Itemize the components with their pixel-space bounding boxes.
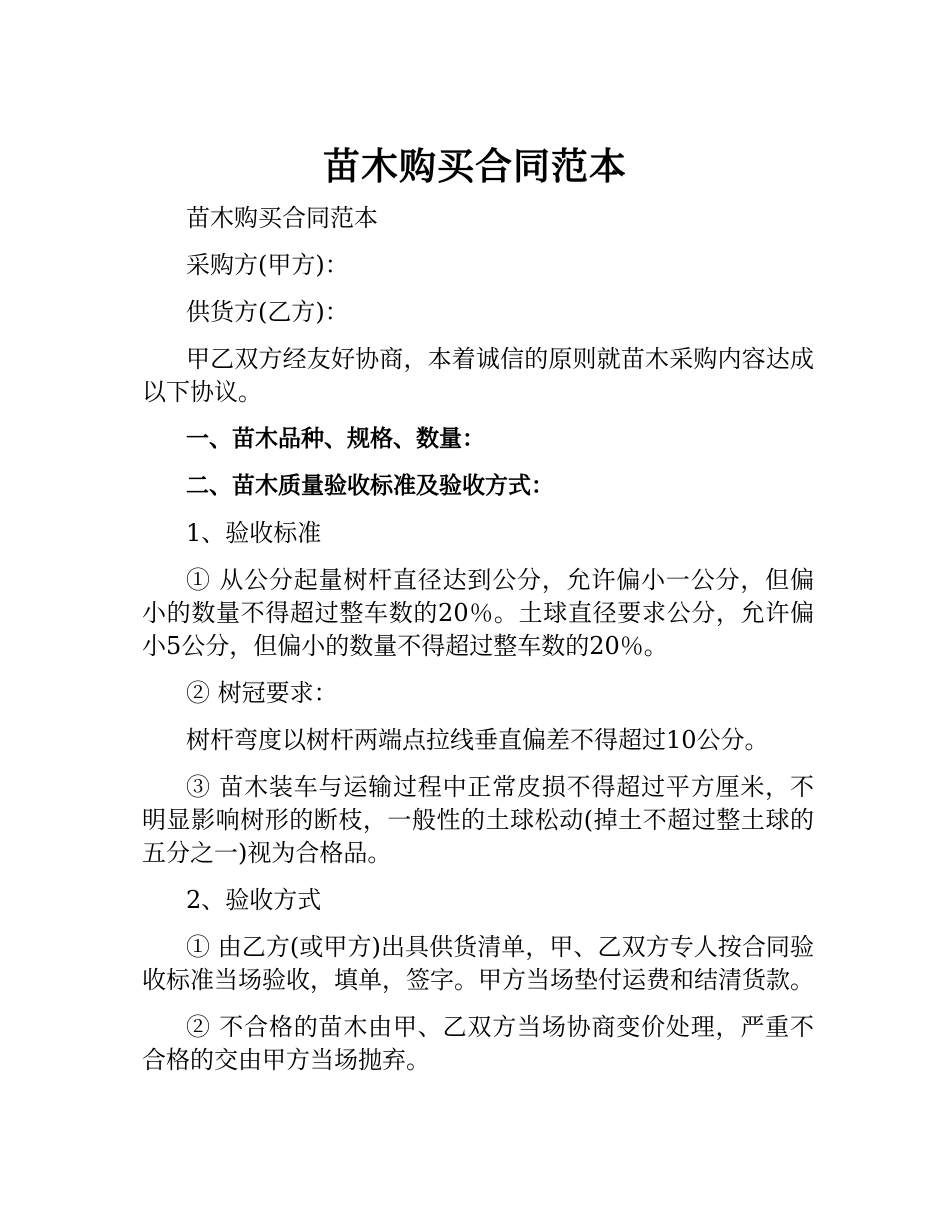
- subsection-heading-method: 2、验收方式: [186, 886, 322, 914]
- paragraph-standard-3: ③ 苗木装车与运输过程中正常皮损不得超过平方厘米，不明显影响树形的断枝，一般性的土球松动(掉土不超过整土球的五分之一)视为合格品。: [142, 773, 814, 867]
- page-title: 苗木购买合同范本: [323, 144, 627, 188]
- paragraph-supplier: 供货方(乙方)：: [186, 298, 349, 326]
- paragraph-standard-1: ① 从公分起量树杆直径达到公分，允许偏小一公分，但偏小的数量不得超过整车数的20％。土球直径要求公分，允许偏小5公分，但偏小的数量不得超过整车数的20％。: [142, 566, 814, 660]
- paragraph-standard-2: ② 树冠要求：: [186, 679, 338, 707]
- section-heading-2: 二、苗木质量验收标准及验收方式：: [186, 473, 554, 499]
- paragraph-buyer: 采购方(甲方)：: [186, 251, 349, 279]
- subsection-heading-standard: 1、验收标准: [186, 519, 322, 547]
- document-body: [142, 202, 814, 1091]
- section-heading-1: 一、苗木品种、规格、数量：: [186, 426, 485, 452]
- paragraph-method-2: ② 不合格的苗木由甲、乙双方当场协商变价处理，严重不合格的交由甲方当场抛弃。: [142, 1013, 814, 1074]
- paragraph-trunk-bend: 树杆弯度以树杆两端点拉线垂直偏差不得超过10公分。: [186, 726, 769, 754]
- paragraph-intro: 甲乙双方经友好协商，本着诚信的原则就苗木采购内容达成以下协议。: [142, 345, 814, 406]
- paragraph-subtitle: 苗木购买合同范本: [186, 204, 378, 232]
- paragraph-method-1: ① 由乙方(或甲方)出具供货清单，甲、乙双方专人按合同验收标准当场验收，填单，签字。甲方当场垫付运费和结清货款。: [142, 933, 814, 994]
